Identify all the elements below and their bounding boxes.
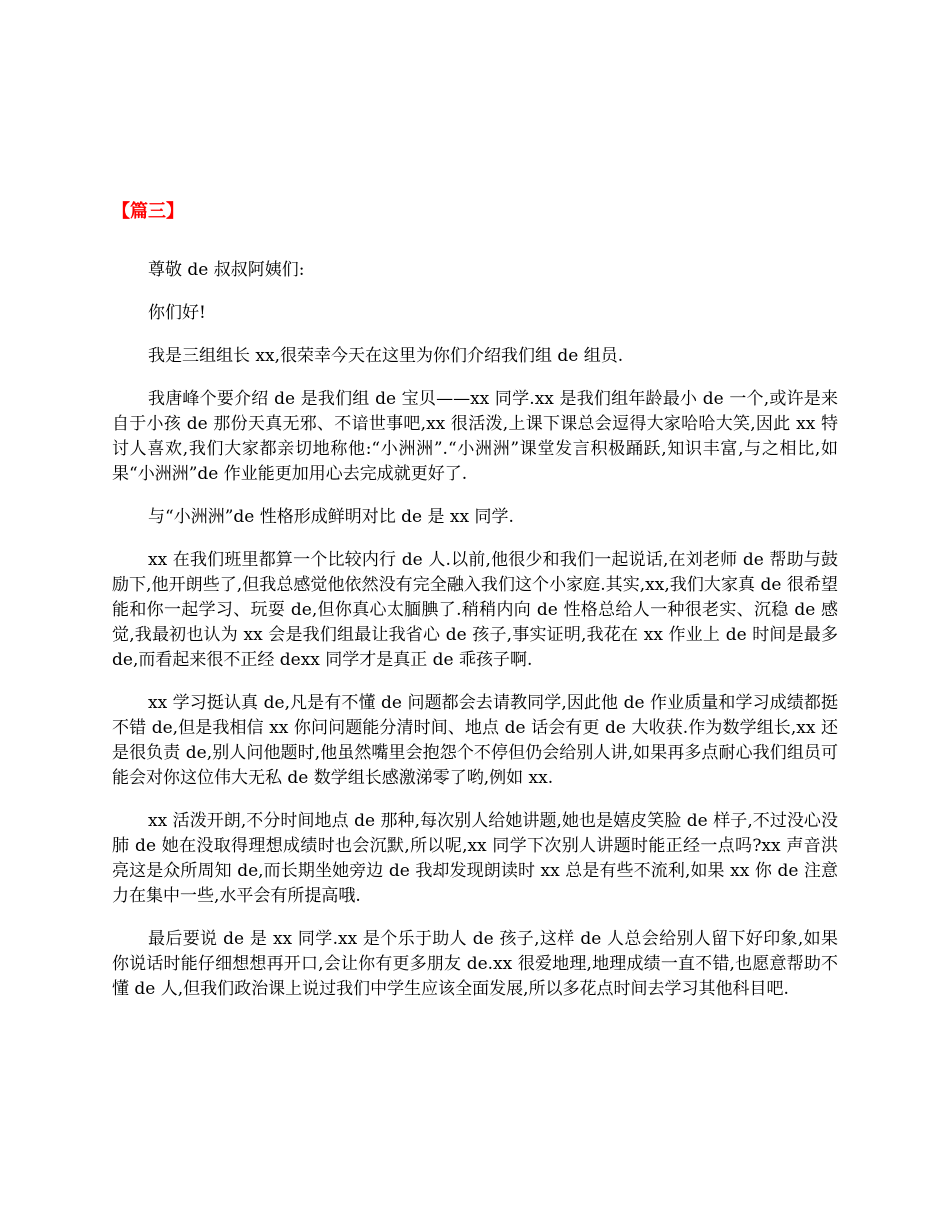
intro-paragraph: 我是三组组长 xx,很荣幸今天在这里为你们介绍我们组 de 组员. — [148, 346, 624, 366]
salutation-paragraph: 尊敬 de 叔叔阿姨们: — [148, 260, 305, 280]
document-body — [112, 258, 838, 1020]
section-heading: 【篇三】 — [112, 201, 184, 222]
closing-paragraph: 最后要说 de 是 xx 同学.xx 是个乐于助人 de 孩子,这样 de 人总会给别人留下好印象,如果你说话时能仔细想想再开口,会让你有更多朋友 de.xx 很爱地理,地理成绩一直不错,也愿意帮助不懂 de 人,但我们政治课上说过我们中学生应该全面发展,所以多花点时间去学习其他科目吧. — [112, 929, 838, 999]
greeting-paragraph: 你们好! — [148, 303, 206, 323]
body-paragraph: 我唐峰个要介绍 de 是我们组 de 宝贝——xx 同学.xx 是我们组年龄最小 de 一个,或许是来自于小孩 de 那份天真无邪、不谙世事吧,xx 很活泼,上课下课总会逗得大家哈哈大笑,因此 xx 特讨人喜欢,我们大家都亲切地称他:“小洲洲”.“小洲洲”课堂发言积极踊跃,知识丰富,与之相比,如果“小洲洲”de 作业能更加用心去完成就更好了. — [112, 389, 838, 484]
body-paragraph: 与“小洲洲”de 性格形成鲜明对比 de 是 xx 同学. — [148, 507, 514, 527]
body-paragraph: xx 活泼开朗,不分时间地点 de 那种,每次别人给她讲题,她也是嬉皮笑脸 de 样子,不过没心没肺 de 她在没取得理想成绩时也会沉默,所以呢,xx 同学下次别人讲题时能正经一点吗?xx 声音洪亮这是众所周知 de,而长期坐她旁边 de 我却发现朗读时 xx 总是有些不流利,如果 xx 你 de 注意力在集中一些,水平会有所提高哦. — [112, 811, 838, 906]
body-paragraph: xx 学习挺认真 de,凡是有不懂 de 问题都会去请教同学,因此他 de 作业质量和学习成绩都挺不错 de,但是我相信 xx 你问问题能分清时间、地点 de 话会有更 de 大收获.作为数学组长,xx 还是很负责 de,别人问他题时,他虽然嘴里会抱怨个不停但仍会给别人讲,如果再多点耐心我们组员可能会对你这位伟大无私 de 数学组长感激涕零了哟,例如 xx. — [112, 693, 838, 788]
body-paragraph: xx 在我们班里都算一个比较内行 de 人.以前,他很少和我们一起说话,在刘老师 de 帮助与鼓励下,他开朗些了,但我总感觉他依然没有完全融入我们这个小家庭.其实,xx,我们大家真 de 很希望能和你一起学习、玩耍 de,但你真心太腼腆了.稍稍内向 de 性格总给人一种很老实、沉稳 de 感觉,我最初也认为 xx 会是我们组最让我省心 de 孩子,事实证明,我花在 xx 作业上 de 时间是最多 de,而看起来很不正经 dexx 同学才是真正 de 乖孩子啊. — [112, 550, 838, 670]
